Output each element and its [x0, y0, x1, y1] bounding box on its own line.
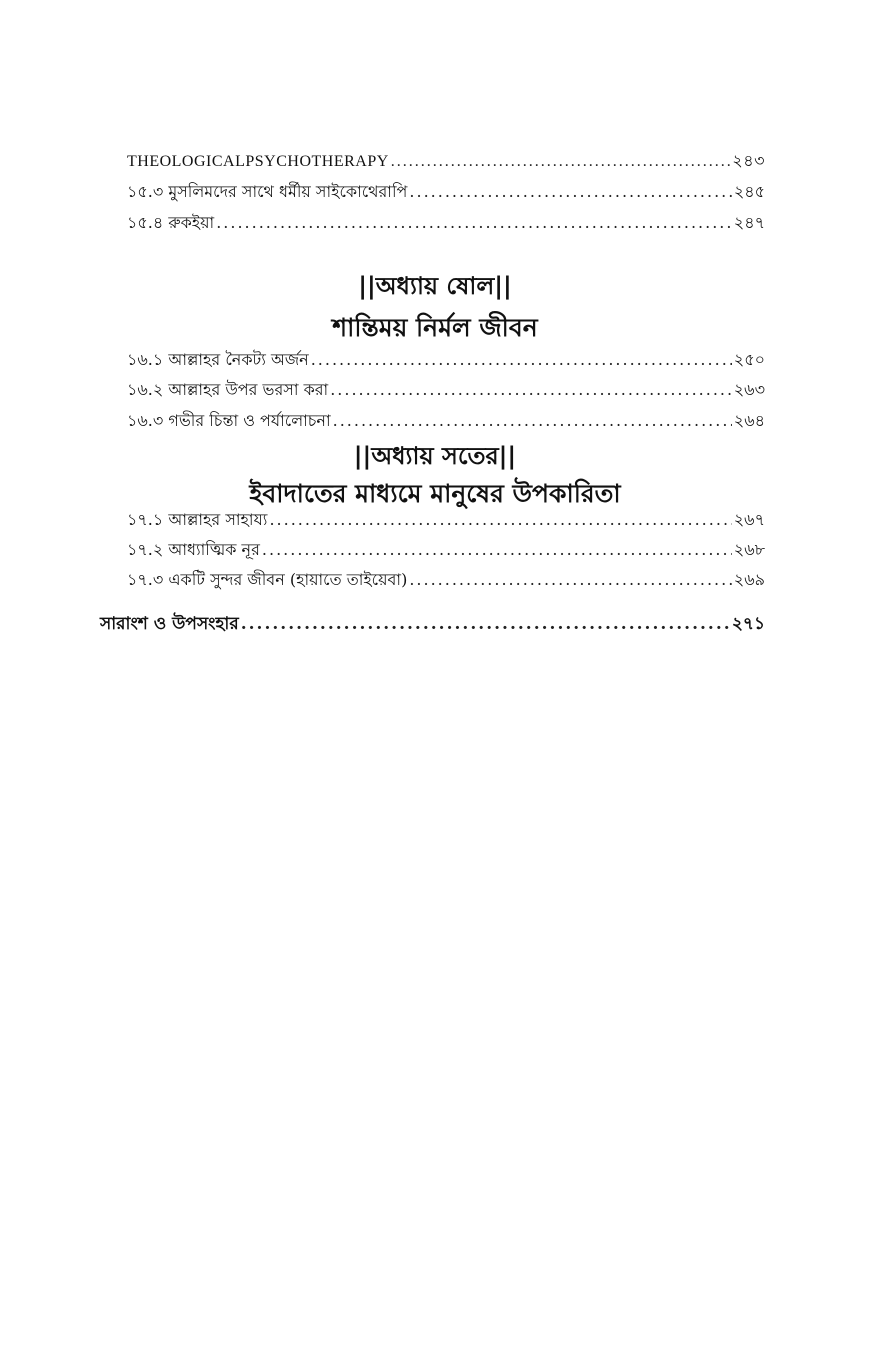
toc-entry-page: ২৬৭	[733, 510, 765, 529]
toc-entry-label: ১৬.১ আল্লাহর নৈকট্য অর্জন	[127, 350, 309, 369]
chapter-title: ইবাদাতের মাধ্যমে মানুষের উপকারিতা	[249, 479, 621, 508]
toc-entry-page: ২৪৭	[733, 213, 765, 232]
toc-entry-label: THEOLOGICALPSYCHOTHERAPY	[127, 153, 389, 170]
toc-entry	[127, 212, 765, 234]
dot-leader	[330, 379, 732, 401]
toc-entry	[127, 410, 765, 432]
dot-leader	[262, 539, 732, 561]
toc-entry-label: ১৬.৩ গভীর চিন্তা ও পর্যালোচনা	[127, 411, 331, 430]
toc-summary-entry	[100, 613, 765, 635]
dot-leader	[333, 410, 732, 432]
toc-entry-page: ২৫০	[733, 350, 765, 369]
toc-entry-label: ১৫.৪ রুকইয়া	[127, 213, 215, 232]
dot-leader	[241, 613, 730, 635]
toc-entry	[127, 539, 765, 561]
toc-entry-label: সারাংশ ও উপসংহার	[100, 614, 239, 634]
toc-entry-label: ১৭.২ আধ্যাত্মিক নূর	[127, 540, 260, 559]
dot-leader	[216, 212, 732, 234]
toc-entry-label: ১৭.১ আল্লাহর সাহায্য	[127, 510, 268, 529]
toc-entry-page: ২৭১	[731, 614, 765, 634]
toc-entry	[127, 569, 765, 591]
dot-leader	[311, 349, 732, 371]
toc-entry-page: ২৪৫	[733, 182, 765, 201]
dot-leader	[391, 151, 731, 173]
toc-entry-page: ২৬৩	[733, 380, 765, 399]
dot-leader	[409, 181, 731, 203]
toc-entry-label: ১৫.৩ মুসলিমদের সাথে ধর্মীয় সাইকোথেরাপি	[127, 182, 408, 201]
toc-entry-label: ১৬.২ আল্লাহর উপর ভরসা করা	[127, 380, 329, 399]
dot-leader	[409, 569, 731, 591]
toc-entry-page: ২৬৯	[733, 570, 765, 589]
toc-entry-label: ১৭.৩ একটি সুন্দর জীবন (হায়াতে তাইয়েবা)	[127, 570, 408, 589]
chapter-heading: ||অধ্যায় সতের||	[353, 442, 517, 470]
toc-entry	[127, 181, 765, 203]
dot-leader	[269, 509, 731, 531]
toc-entry	[127, 379, 765, 401]
toc-entry	[127, 151, 765, 173]
toc-entry-page: ২৪৩	[732, 153, 765, 170]
chapter-heading: ||অধ্যায় ষোল||	[358, 272, 512, 300]
toc-entry-page: ২৬৮	[733, 540, 765, 559]
chapter-title: শান্তিময় নির্মল জীবন	[332, 313, 538, 342]
toc-entry	[127, 349, 765, 371]
toc-entry	[127, 509, 765, 531]
toc-entry-page: ২৬৪	[733, 411, 765, 430]
